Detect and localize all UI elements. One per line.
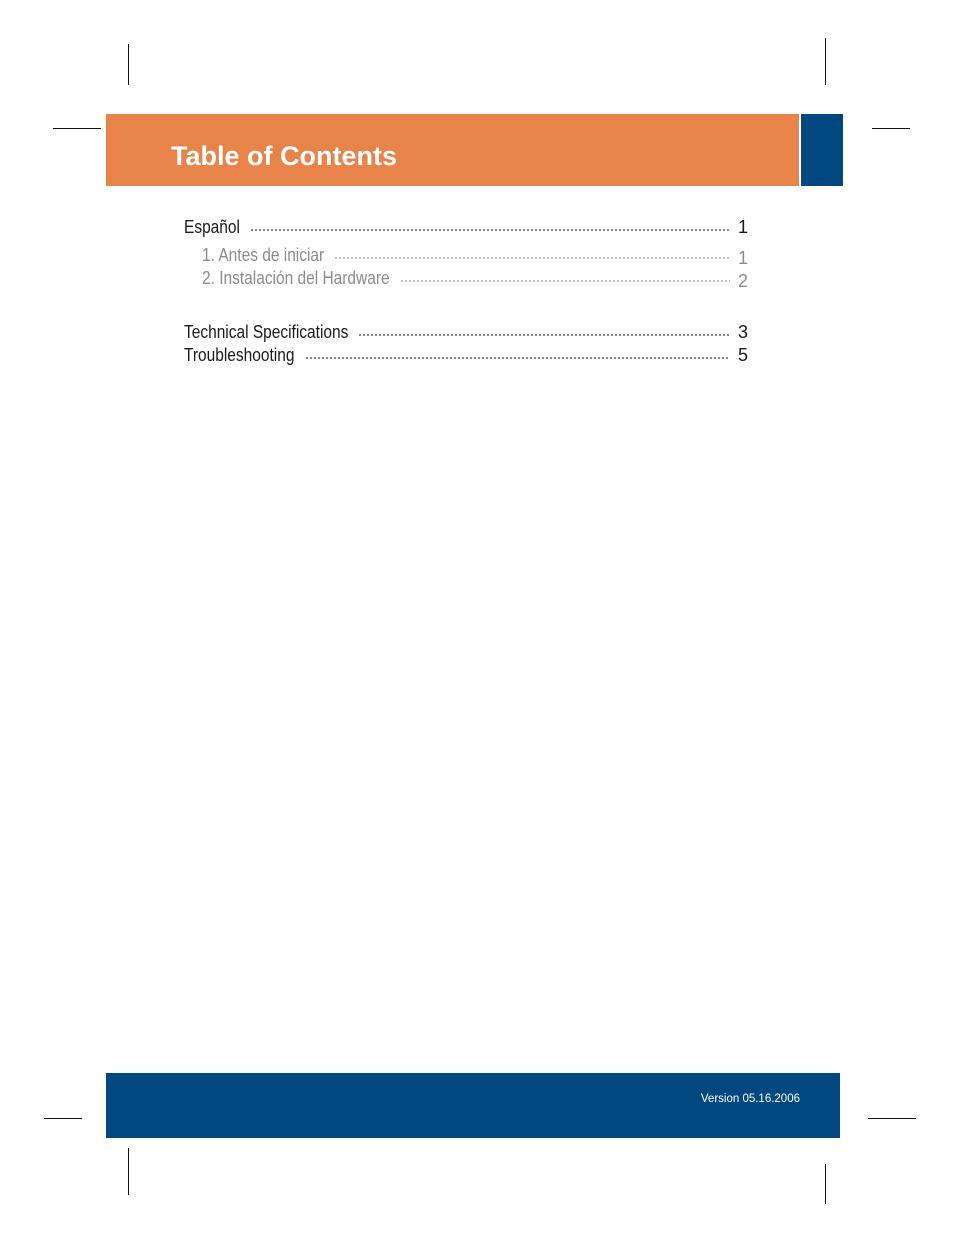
toc-dot-leader	[400, 279, 730, 283]
toc-page-number: 5	[737, 345, 748, 365]
page-title: Table of Contents	[171, 141, 397, 171]
toc-entry-label: Troubleshooting	[184, 345, 295, 365]
toc-entry-label: Technical Specifications	[184, 322, 349, 342]
header-banner	[106, 114, 799, 186]
toc-page-number: 2	[737, 271, 748, 291]
crop-mark-bottom-left-horizontal	[44, 1118, 82, 1119]
toc-page-number: 3	[737, 322, 748, 342]
toc-dot-leader	[305, 356, 730, 360]
toc-entry-label: 1. Antes de iniciar	[202, 245, 325, 265]
toc-entry-label: 2. Instalación del Hardware	[202, 268, 390, 288]
toc-entry-label: Español	[184, 217, 240, 237]
toc-dot-leader	[358, 333, 730, 337]
crop-mark-bottom-right-horizontal	[868, 1118, 916, 1119]
toc-page-number: 1	[737, 248, 748, 268]
version-label: Version 05.16.2006	[700, 1093, 800, 1105]
toc-entry-espanol[interactable]	[184, 215, 748, 239]
toc-dot-leader	[250, 228, 730, 232]
crop-mark-top-left-vertical	[128, 44, 129, 85]
footer-banner	[106, 1073, 840, 1138]
toc-dot-leader	[334, 256, 730, 260]
crop-mark-top-right-horizontal	[872, 128, 910, 129]
crop-mark-top-left-horizontal	[53, 128, 101, 129]
header-side-tab	[801, 114, 843, 186]
toc-page-number: 1	[737, 217, 748, 237]
crop-mark-bottom-right-vertical	[825, 1164, 826, 1204]
crop-mark-bottom-left-vertical	[128, 1148, 129, 1195]
toc-subentry-antes-de-iniciar[interactable]	[202, 243, 748, 267]
toc-entry-troubleshooting[interactable]	[184, 343, 748, 367]
crop-mark-top-right-vertical	[825, 38, 826, 85]
toc-entry-technical-specifications[interactable]	[184, 320, 748, 344]
toc-subentry-instalacion-del-hardware[interactable]	[202, 266, 748, 290]
